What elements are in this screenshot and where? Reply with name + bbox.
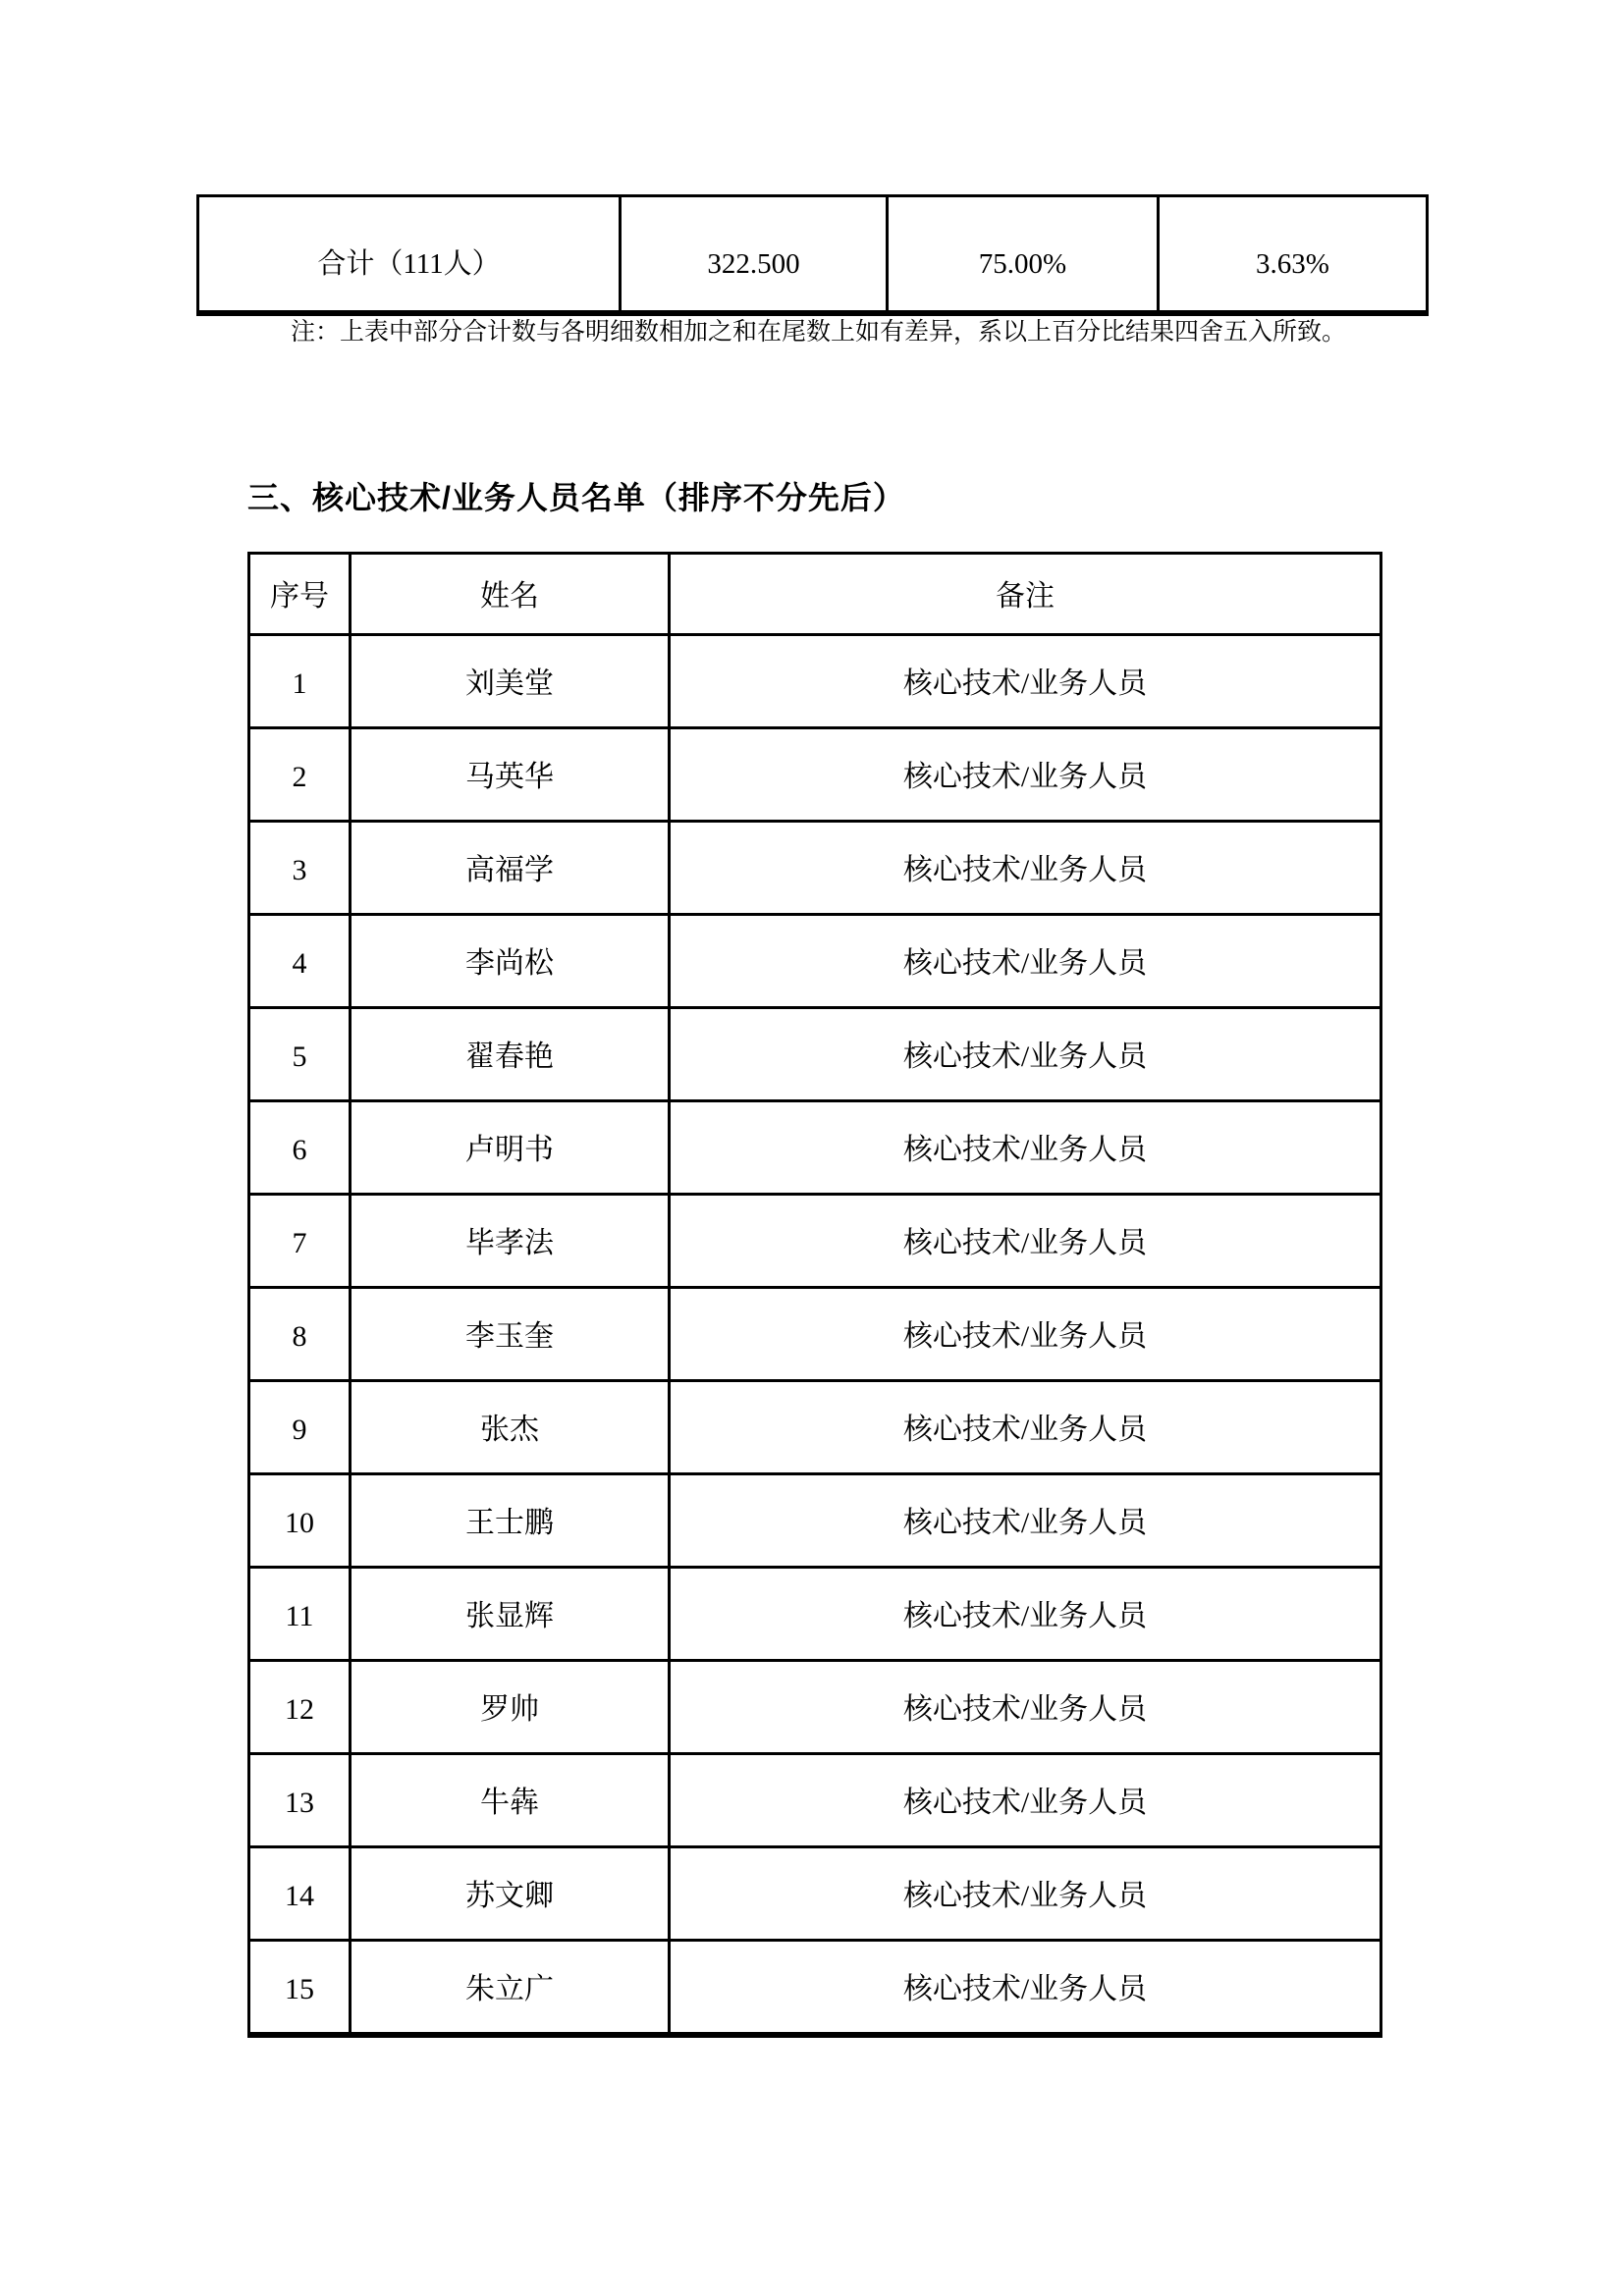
table-row xyxy=(249,1008,1381,1101)
cell-remark: 核心技术/业务人员 xyxy=(670,1847,1381,1941)
cell-name: 牛犇 xyxy=(351,1754,670,1847)
summary-total-value: 322.500 xyxy=(621,196,888,314)
cell-name: 刘美堂 xyxy=(351,635,670,728)
cell-remark: 核心技术/业务人员 xyxy=(670,915,1381,1008)
cell-remark: 核心技术/业务人员 xyxy=(670,1381,1381,1474)
summary-total-ratio: 3.63% xyxy=(1159,196,1428,314)
cell-name: 苏文卿 xyxy=(351,1847,670,1941)
cell-index: 8 xyxy=(249,1288,351,1381)
cell-index: 7 xyxy=(249,1195,351,1288)
table-row xyxy=(249,915,1381,1008)
cell-remark: 核心技术/业务人员 xyxy=(670,1008,1381,1101)
header-remark: 备注 xyxy=(670,554,1381,635)
cell-index: 6 xyxy=(249,1101,351,1195)
cell-name: 李玉奎 xyxy=(351,1288,670,1381)
cell-index: 4 xyxy=(249,915,351,1008)
cell-index: 15 xyxy=(249,1941,351,2036)
cell-name: 李尚松 xyxy=(351,915,670,1008)
table-row xyxy=(249,1288,1381,1381)
cell-name: 张显辉 xyxy=(351,1568,670,1661)
cell-name: 朱立广 xyxy=(351,1941,670,2036)
cell-index: 12 xyxy=(249,1661,351,1754)
summary-total-label: 合计（111人） xyxy=(198,196,621,314)
cell-index: 9 xyxy=(249,1381,351,1474)
header-name: 姓名 xyxy=(351,554,670,635)
table-row xyxy=(249,1661,1381,1754)
table-row xyxy=(249,1195,1381,1288)
cell-index: 3 xyxy=(249,822,351,915)
table-row xyxy=(249,1381,1381,1474)
cell-name: 罗帅 xyxy=(351,1661,670,1754)
cell-name: 马英华 xyxy=(351,728,670,822)
table-row xyxy=(249,635,1381,728)
cell-remark: 核心技术/业务人员 xyxy=(670,1941,1381,2036)
table-row xyxy=(249,1474,1381,1568)
summary-table xyxy=(196,194,1429,316)
table-row xyxy=(249,822,1381,915)
table-row xyxy=(249,1101,1381,1195)
table-row xyxy=(249,1847,1381,1941)
cell-index: 13 xyxy=(249,1754,351,1847)
personnel-table xyxy=(247,552,1382,2038)
cell-remark: 核心技术/业务人员 xyxy=(670,1568,1381,1661)
section-heading: 三、核心技术/业务人员名单（排序不分先后） xyxy=(247,480,905,515)
table-row xyxy=(249,728,1381,822)
cell-remark: 核心技术/业务人员 xyxy=(670,635,1381,728)
header-index: 序号 xyxy=(249,554,351,635)
cell-remark: 核心技术/业务人员 xyxy=(670,1474,1381,1568)
cell-index: 1 xyxy=(249,635,351,728)
summary-total-row xyxy=(198,196,1428,314)
cell-remark: 核心技术/业务人员 xyxy=(670,1101,1381,1195)
header-row xyxy=(249,554,1381,635)
cell-remark: 核心技术/业务人员 xyxy=(670,1195,1381,1288)
cell-remark: 核心技术/业务人员 xyxy=(670,822,1381,915)
cell-remark: 核心技术/业务人员 xyxy=(670,1661,1381,1754)
cell-index: 11 xyxy=(249,1568,351,1661)
table-note: 注：上表中部分合计数与各明细数相加之和在尾数上如有差异，系以上百分比结果四舍五入所致。 xyxy=(291,319,1347,346)
cell-name: 卢明书 xyxy=(351,1101,670,1195)
cell-index: 14 xyxy=(249,1847,351,1941)
cell-remark: 核心技术/业务人员 xyxy=(670,1754,1381,1847)
cell-name: 张杰 xyxy=(351,1381,670,1474)
table-row xyxy=(249,1754,1381,1847)
cell-index: 2 xyxy=(249,728,351,822)
cell-index: 10 xyxy=(249,1474,351,1568)
cell-name: 翟春艳 xyxy=(351,1008,670,1101)
summary-total-percent: 75.00% xyxy=(888,196,1159,314)
cell-name: 王士鹏 xyxy=(351,1474,670,1568)
cell-index: 5 xyxy=(249,1008,351,1101)
table-row xyxy=(249,1568,1381,1661)
cell-name: 毕孝法 xyxy=(351,1195,670,1288)
cell-remark: 核心技术/业务人员 xyxy=(670,728,1381,822)
personnel-table-header xyxy=(249,554,1381,635)
table-row xyxy=(249,1941,1381,2036)
cell-remark: 核心技术/业务人员 xyxy=(670,1288,1381,1381)
cell-name: 高福学 xyxy=(351,822,670,915)
